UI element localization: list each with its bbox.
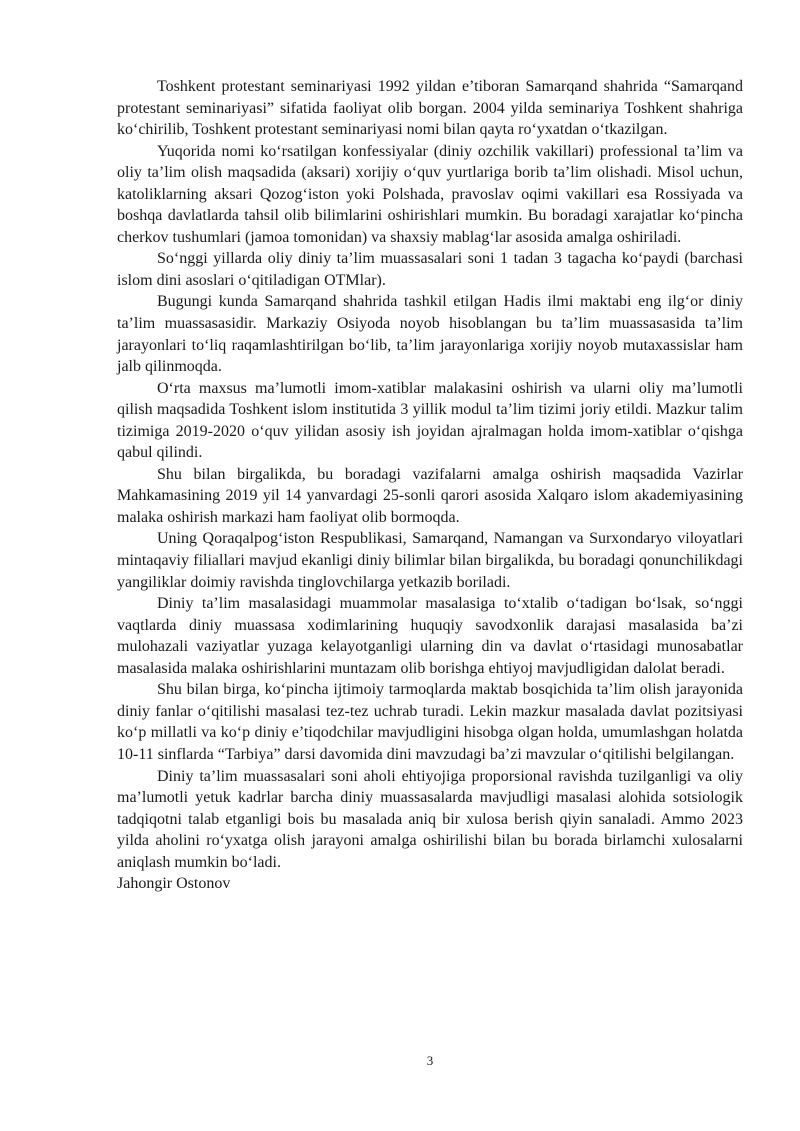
paragraph: Diniy ta’lim muassasalari soni aholi ehtiyojiga proporsional ravishda tuzilganligi va oliy ma’lumotli yetuk kadrlar barcha diniy muassasalarda mavjudligi masalasi alohida sotsiologik tadqiqotni talab etganligi bois bu masalada aniq bir xulosa berish qiyin sanaladi. Ammo 2023 yilda aholini ro‘yxatga olish jarayoni amalga oshirilishi bilan bu borada birlamchi xulosalarni aniqlash mumkin bo‘ladi. <box>117 767 743 871</box>
paragraph: So‘nggi yillarda oliy diniy ta’lim muassasalari soni 1 tadan 3 tagacha ko‘paydi (barchasi islom dini asoslari o‘qitiladigan OTMlar). <box>117 250 743 289</box>
paragraph: Diniy ta’lim masalasidagi muammolar masalasiga to‘xtalib o‘tadigan bo‘lsak, so‘nggi vaqtlarda diniy muassasa xodimlarining huquqiy savodxonlik darajasi masalasida ba’zi mulohazali vaziyatlar yuzaga kelayotganligi ularning din va davlat o‘rtasidagi munosabatlar masalasida malaka oshirishlarini muntazam olib borishga ehtiyoj mavjudligidan dalolat beradi. <box>117 595 743 677</box>
document-body <box>117 76 743 895</box>
paragraph: O‘rta maxsus ma’lumotli imom-xatiblar malakasini oshirish va ularni oliy ma’lumotli qilish maqsadida Toshkent islom institutida 3 yillik modul ta’lim tizimi joriy etildi. Mazkur talim tizimiga 2019-2020 o‘quv yilidan asosiy ish joyidan ajralmagan holda imom-xatiblar o‘qishga qabul qilindi. <box>117 379 743 462</box>
paragraph: Shu bilan birgalikda, bu boradagi vazifalarni amalga oshirish maqsadida Vazirlar Mahkamasining 2019 yil 14 yanvardagi 25-sonli qarori asosida Xalqaro islom akademiyasining malaka oshirish markazi ham faoliyat olib bormoqda. <box>117 465 743 526</box>
page-number: 3 <box>426 1053 434 1068</box>
paragraph: Bugungi kunda Samarqand shahrida tashkil etilgan Hadis ilmi maktabi eng ilg‘or diniy ta’lim muassasasidir. Markaziy Osiyoda noyob hisoblangan bu ta’lim muassasasida ta’lim jarayonlari to‘liq raqamlashtirilgan bo‘lib, ta’lim jarayonlariga xorijiy noyob mutaxassislar ham jalb qilinmoqda. <box>117 293 743 376</box>
paragraph: Toshkent protestant seminariyasi 1992 yildan e’tiboran Samarqand shahrida “Samarqand protestant seminariyasi” sifatida faoliyat olib borgan. 2004 yilda seminariya Toshkent shahriga ko‘chirilib, Toshkent protestant seminariyasi nomi bilan qayta ro‘yxatdan o‘tkazilgan. <box>117 78 743 139</box>
paragraph: Uning Qoraqalpog‘iston Respublikasi, Samarqand, Namangan va Surxondaryo viloyatlari mintaqaviy filiallari mavjud ekanligi diniy bilimlar bilan birgalikda, bu boradagi qonunchilikdagi yangiliklar doimiy ravishda tinglovchilarga yetkazib boriladi. <box>117 530 743 591</box>
paragraph: Shu bilan birga, ko‘pincha ijtimoiy tarmoqlarda maktab bosqichida ta’lim olish jarayonida diniy fanlar o‘qitilishi masalasi tez-tez uchrab turadi. Lekin mazkur masalada davlat pozitsiyasi ko‘p millatli va ko‘p diniy e’tiqodchilar mavjudligini hisobga olgan holda, umumlashgan holatda 10-11 sinflarda “Tarbiya” darsi davomida dini mavzudagi ba’zi mavzular o‘qitilishi belgilangan. <box>117 681 743 763</box>
author-signature: Jahongir Ostonov <box>117 875 231 893</box>
paragraph: Yuqorida nomi ko‘rsatilgan konfessiyalar (diniy ozchilik vakillari) professional ta’lim va oliy ta’lim olish maqsadida (aksari) xorijiy o‘quv yurtlariga borib ta’lim olishadi. Misol uchun, katoliklarning aksari Qozog‘iston yoki Polshada, pravoslav oqimi vakillari esa Rossiyada va boshqa davlatlarda tahsil olib bilimlarini oshirishlari mumkin. Bu boradagi xarajatlar ko‘pincha cherkov tushumlari (jamoa tomonidan) va shaxsiy mablag‘lar asosida amalga oshiriladi. <box>117 142 743 246</box>
